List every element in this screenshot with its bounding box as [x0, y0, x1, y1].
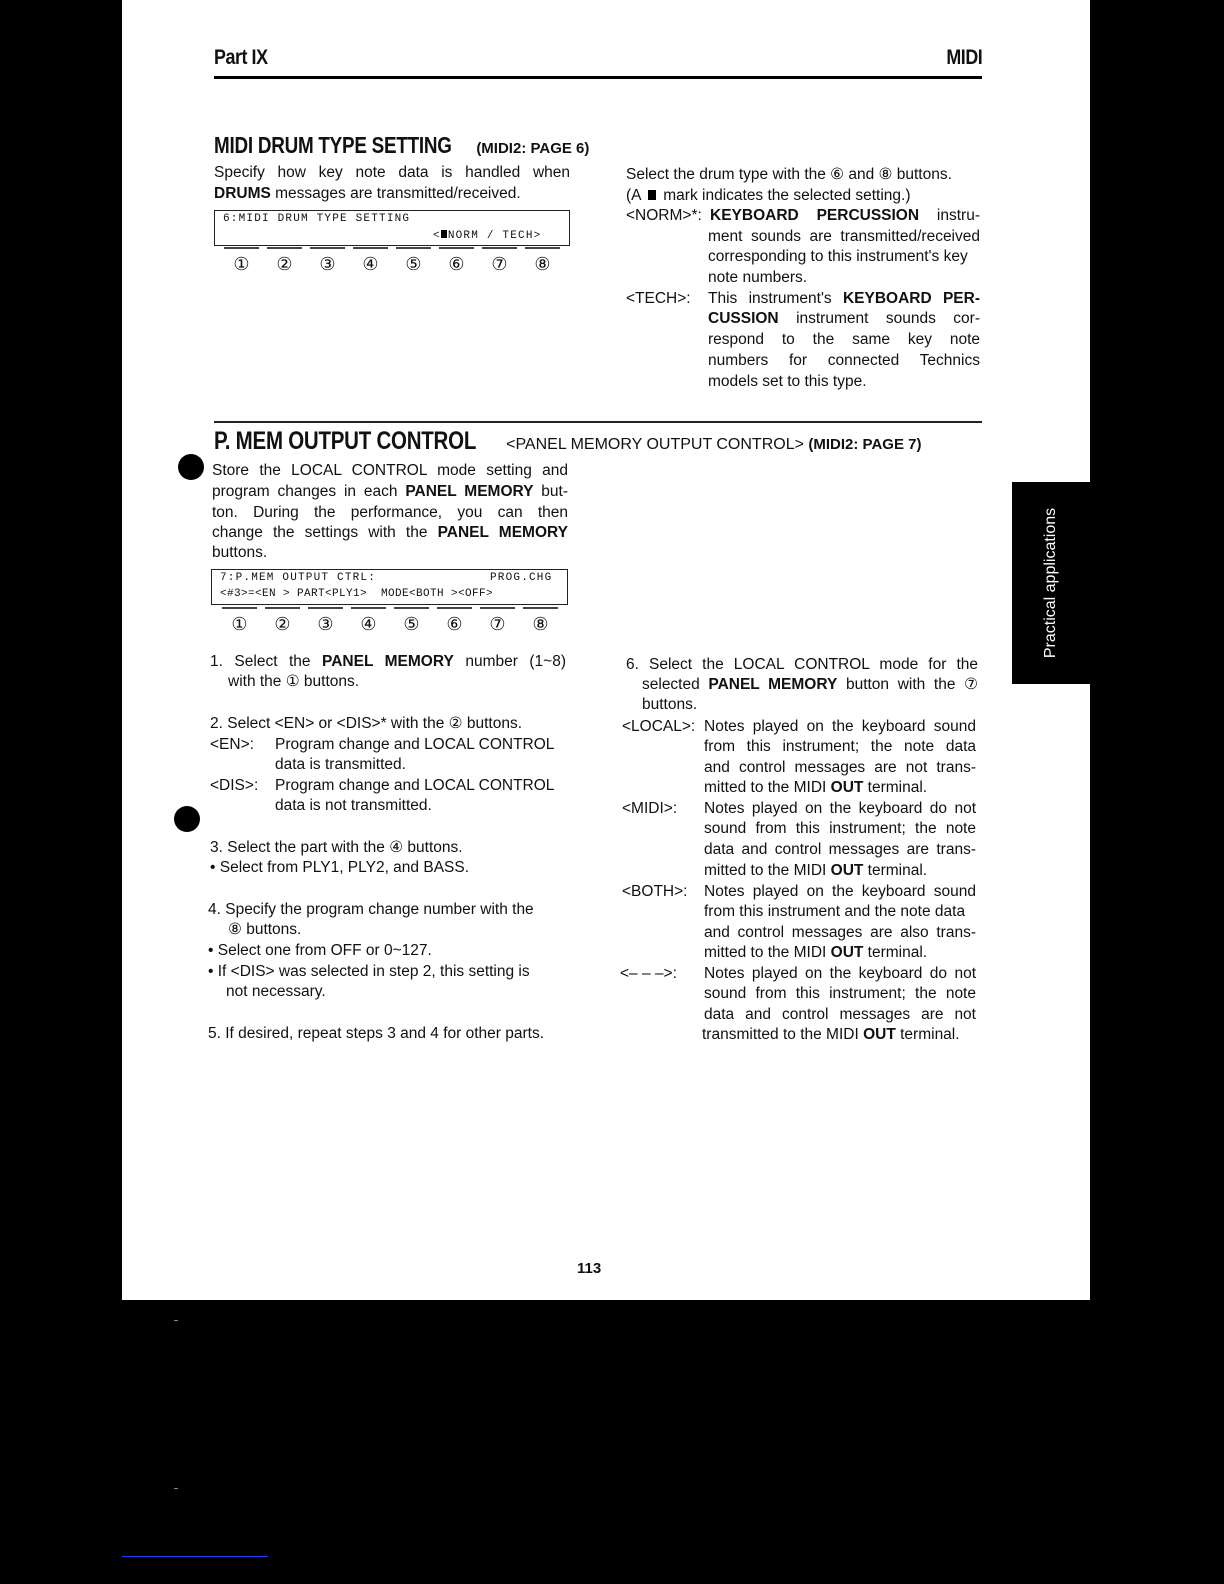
pmem-intro-4: change the settings with the PANEL MEMORY [212, 524, 568, 541]
part-header: Part IX [214, 46, 268, 69]
pmem-button-1[interactable]: ① [218, 614, 261, 635]
pmem-intro-1: Store the LOCAL CONTROL mode setting and [212, 462, 568, 479]
step6-line3: buttons. [642, 696, 698, 713]
drum-section-title [214, 132, 589, 159]
step4-line1: 4. Specify the program change number with the [208, 901, 534, 918]
step6-line1: 6. Select the LOCAL CONTROL mode for the [626, 656, 978, 673]
dash-term: <– – –>: [620, 965, 677, 982]
section-divider [214, 421, 982, 423]
side-tab-label: Practical applications [1042, 507, 1059, 659]
pmem-title-ref: (MIDI2: PAGE 7) [808, 436, 922, 453]
step4-line2: ⑧ buttons. [228, 921, 302, 938]
norm-line4: note numbers. [708, 269, 808, 286]
midi-line2: sound from this instrument; the note [704, 820, 976, 837]
side-tab [1012, 482, 1090, 684]
pmem-intro-3: ton. During the performance, you can then [212, 504, 568, 521]
step1-line1: 1. Select the PANEL MEMORY number (1~8) [210, 653, 566, 670]
step5: 5. If desired, repeat steps 3 and 4 for other parts. [208, 1025, 545, 1042]
pmem-button-7[interactable]: ⑦ [476, 614, 519, 635]
local-term: <LOCAL>: [622, 718, 696, 735]
dash-line4: transmitted to the MIDI OUT terminal. [702, 1026, 960, 1043]
tech-line3: respond to the same key note [708, 331, 980, 348]
step3-bullet: • Select from PLY1, PLY2, and BASS. [210, 859, 470, 876]
norm-line3: corresponding to this instrument's key [708, 248, 968, 265]
norm-term: <NORM>*: [626, 207, 702, 224]
step4-bullet2-cont: not necessary. [226, 983, 326, 1000]
drum-intro-line1: Specify how key note data is handled when [214, 164, 570, 181]
pmem-intro-5: buttons. [212, 544, 268, 561]
drum-lcd-line2: < NORM / TECH> [433, 230, 542, 242]
pmem-button-5[interactable]: ⑤ [390, 614, 433, 635]
selected-mark-icon [648, 190, 656, 200]
pmem-lcd-line1a: 7:P.MEM OUTPUT CTRL: [220, 572, 377, 584]
drum-lcd-line1: 6:MIDI DRUM TYPE SETTING [223, 213, 411, 225]
lcd-button-2[interactable]: ② [263, 254, 306, 275]
step4-bullet1: • Select one from OFF or 0~127. [208, 942, 432, 959]
tech-line5: models set to this type. [708, 373, 867, 390]
pmem-section-title [214, 427, 921, 456]
step3: 3. Select the part with the ④ buttons. [210, 839, 463, 856]
drum-button-row [220, 254, 564, 275]
pmem-button-8[interactable]: ⑧ [519, 614, 562, 635]
both-line3: and control messages are also trans- [704, 924, 976, 941]
pmem-button-3[interactable]: ③ [304, 614, 347, 635]
pmem-subtitle: <PANEL MEMORY OUTPUT CONTROL> [506, 436, 804, 453]
dash-line1: Notes played on the keyboard do not [704, 965, 976, 982]
dash-line2: sound from this instrument; the note [704, 985, 976, 1002]
blue-underline [122, 1556, 268, 1557]
binder-hole-1 [178, 454, 204, 480]
drum-title-ref: (MIDI2: PAGE 6) [476, 140, 590, 157]
both-line1: Notes played on the keyboard sound [704, 883, 976, 900]
header-rule [214, 76, 982, 79]
scan-mark [174, 1320, 178, 1321]
midi-line3: data and control messages are trans- [704, 841, 976, 858]
lcd-button-6[interactable]: ⑥ [435, 254, 478, 275]
scan-mark-2 [174, 1488, 178, 1489]
drum-select-text: Select the drum type with the ⑥ and ⑧ buttons. [626, 166, 952, 183]
local-line4: mitted to the MIDI OUT terminal. [704, 779, 928, 796]
step4-bullet2: • If <DIS> was selected in step 2, this setting is [208, 963, 530, 980]
manual-page [122, 0, 1090, 1300]
pmem-intro-2: program changes in each PANEL MEMORY but- [212, 483, 569, 500]
en-line1: Program change and LOCAL CONTROL [275, 736, 555, 753]
tech-term: <TECH>: [626, 290, 691, 307]
binder-hole-2 [174, 806, 200, 832]
chapter-header: MIDI [946, 46, 982, 69]
midi-line4: mitted to the MIDI OUT terminal. [704, 862, 928, 879]
both-line2: from this instrument and the note data [704, 903, 966, 920]
pmem-button-4[interactable]: ④ [347, 614, 390, 635]
step2: 2. Select <EN> or <DIS>* with the ② buttons. [210, 715, 523, 732]
pmem-lcd-line1b: PROG.CHG [490, 572, 553, 584]
both-term: <BOTH>: [622, 883, 688, 900]
pmem-lcd-display [211, 569, 568, 605]
en-line2: data is transmitted. [275, 756, 406, 773]
en-term: <EN>: [210, 736, 254, 753]
norm-line2: ment sounds are transmitted/received [708, 228, 980, 245]
pmem-lcd-line2: <#3>=<EN > PART<PLY1> MODE<BOTH ><OFF> [220, 588, 494, 600]
drum-title-text: MIDI DRUM TYPE SETTING [214, 132, 452, 158]
dis-line1: Program change and LOCAL CONTROL [275, 777, 555, 794]
norm-line1: KEYBOARD PERCUSSION instru- [710, 207, 980, 224]
lcd-button-4[interactable]: ④ [349, 254, 392, 275]
lcd-button-7[interactable]: ⑦ [478, 254, 521, 275]
tech-line2: CUSSION instrument sounds cor- [708, 310, 980, 327]
pmem-button-2[interactable]: ② [261, 614, 304, 635]
page-number: 113 [577, 1260, 602, 1277]
both-line4: mitted to the MIDI OUT terminal. [704, 944, 928, 961]
lcd-button-8[interactable]: ⑧ [521, 254, 564, 275]
dis-term: <DIS>: [210, 777, 259, 794]
step1-line2: with the ① buttons. [228, 673, 360, 690]
dis-line2: data is not transmitted. [275, 797, 432, 814]
tech-line1: This instrument's KEYBOARD PER- [708, 290, 981, 307]
tech-line4: numbers for connected Technics [708, 352, 980, 369]
pmem-button-row [218, 614, 562, 635]
step6-line2: selected PANEL MEMORY button with the ⑦ [642, 676, 978, 693]
lcd-button-5[interactable]: ⑤ [392, 254, 435, 275]
drum-mark-note: (A mark indicates the selected setting.) [626, 187, 911, 204]
lcd-button-1[interactable]: ① [220, 254, 263, 275]
local-line3: and control messages are not trans- [704, 759, 976, 776]
pmem-title-text: P. MEM OUTPUT CONTROL [214, 427, 477, 455]
midi-line1: Notes played on the keyboard do not [704, 800, 976, 817]
local-line1: Notes played on the keyboard sound [704, 718, 976, 735]
pmem-button-6[interactable]: ⑥ [433, 614, 476, 635]
lcd-button-3[interactable]: ③ [306, 254, 349, 275]
midi-term: <MIDI>: [622, 800, 678, 817]
drum-intro-line2: DRUMS messages are transmitted/received. [214, 185, 521, 202]
dash-line3: data and control messages are not [704, 1006, 976, 1023]
drum-lcd-display [214, 210, 570, 246]
local-line2: from this instrument; the note data [704, 738, 976, 755]
